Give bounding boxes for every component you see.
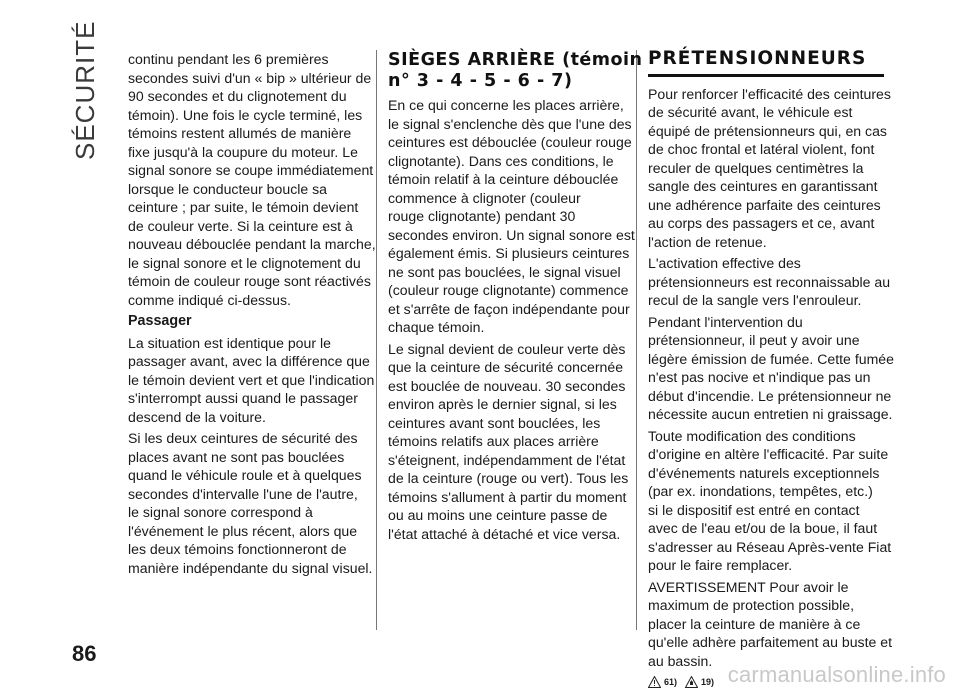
text-line: clignotante). Dans ces conditions, le (388, 152, 614, 169)
text-line: ceintures avant sont bouclées, les (388, 414, 601, 431)
page-number: 86 (72, 641, 97, 666)
text-line: manière indépendante du signal visuel. (128, 559, 373, 576)
text-line: avec de l'eau et/ou de la boue, il faut (648, 520, 878, 536)
text-line: En ce qui concerne les places arrière, (388, 97, 624, 113)
text-line: n'est pas nocive et n'indique pas un (648, 369, 871, 385)
paragraph (128, 334, 375, 427)
text-line: et s'arrête de façon indépendante pour (388, 300, 630, 317)
caution-reference[interactable] (685, 673, 714, 692)
text-line: le témoin devient vert et que l'indication (128, 371, 375, 388)
text-line: le signal sonore et le clignotement du (128, 254, 361, 271)
text-line: signal sonore se coupe immédiatement (128, 162, 374, 178)
section-heading-rear-seats (388, 50, 643, 92)
text-line: au bassin. (648, 652, 713, 669)
text-line: début d'incendie. Le prétensionneur ne (648, 387, 892, 404)
text-line: ceinture ; par suite, le témoin devient (128, 199, 359, 215)
text-line: recul de la sangle vers l'enrouleur. (648, 292, 862, 308)
text-line: d'événements naturels exceptionnels (648, 464, 880, 481)
text-line: SIÈGES ARRIÈRE (témoin (388, 50, 643, 70)
watermark: carmanualsonline.info (727, 662, 946, 687)
column-divider-1 (376, 50, 377, 630)
text-line: prétensionneur, il peut y avoir une (648, 332, 860, 348)
text-line: équipé de prétensionneurs qui, en cas (648, 122, 887, 139)
text-line: nécessite aucun entretien ni graissage. (648, 406, 893, 422)
reference-label: 19) (701, 677, 715, 687)
text-line: une adhérence parfaite des ceintures (648, 196, 881, 213)
text-line: secondes environ. Un signal sonore est (388, 226, 635, 243)
text-line: fixe jusqu'à la coupure du moteur. Le (128, 143, 358, 160)
text-line: chaque témoin. (388, 319, 485, 335)
text-line: que la ceinture de sécurité concernée (388, 359, 624, 375)
text-line: témoins relatifs aux places arrière (388, 433, 599, 449)
text-line: AVERTISSEMENT Pour avoir le (648, 578, 849, 595)
text-line: 90 secondes et du clignotement du (128, 88, 347, 104)
text-line: quand le véhicule roule et à quelques (128, 467, 362, 483)
text-line: légère émission de fumée. Cette fumée (648, 350, 894, 367)
text-line: est bouclée de nouveau. 30 secondes (388, 377, 626, 394)
text-line: Pendant l'intervention du (648, 313, 803, 330)
text-line: environ après le dernier signal, si les (388, 396, 617, 412)
paragraph (648, 85, 891, 252)
text-line: La situation est identique pour le (128, 334, 331, 351)
text-line: témoin). Une fois le cycle terminé, les (128, 106, 363, 123)
text-line: secondes suivi d'un « bip » ultérieur de (128, 69, 372, 86)
text-line: de sécurité avant, le véhicule est (648, 104, 853, 120)
text-line: n° 3 - 4 - 5 - 6 - 7) (388, 71, 573, 91)
text-line: au corps des passagers et ce, avant (648, 215, 875, 231)
text-column-3 (648, 48, 894, 692)
paragraph (128, 50, 376, 309)
subheading-passager: Passager (128, 313, 192, 329)
text-line: (couleur rouge clignotante) commence (388, 282, 629, 298)
paragraph (648, 254, 891, 310)
paragraph (388, 340, 629, 544)
reference-label: 61) (664, 677, 678, 687)
text-line: sangle des ceintures en garantissant (648, 178, 878, 194)
text-line: Si les deux ceintures de sécurité des (128, 430, 358, 446)
text-line: continu pendant les 6 premières (128, 51, 329, 67)
text-line: places avant ne sont pas bouclées (128, 448, 345, 465)
paragraph (128, 429, 373, 577)
text-line: descend de la voiture. (128, 408, 266, 425)
text-line: de la ceinture (rouge ou vert). Tous les (388, 470, 629, 486)
warning-triangle-icon (648, 676, 661, 688)
text-line: passager avant, avec la différence que (128, 353, 370, 369)
text-line: ceintures est débouclée (couleur rouge (388, 134, 632, 150)
text-line: placer la ceinture de manière à ce (648, 615, 861, 632)
text-line: ou au moins une ceinture passe de (388, 507, 608, 523)
text-line: témoins s'allument à partir du moment (388, 488, 627, 505)
text-line: pour le faire remplacer. (648, 557, 793, 573)
text-line: qu'elle adhère parfaitement au buste et (648, 634, 893, 650)
text-line: prétensionneurs est reconnaissable au (648, 273, 891, 290)
paragraph (648, 578, 893, 671)
text-line: L'activation effective des (648, 255, 801, 271)
text-line: l'action de retenue. (648, 233, 767, 250)
text-line: s'interrompt aussi quand le passager (128, 390, 358, 406)
text-column-2 (388, 50, 643, 546)
text-line: Toute modification des conditions (648, 427, 856, 444)
text-line: secondes d'intervalle l'une de l'autre, (128, 485, 358, 502)
text-line: ne sont pas bouclées, le signal visuel (388, 263, 621, 280)
text-line: s'éteignent, indépendamment de l'état (388, 451, 626, 468)
text-line: l'état attaché à détaché et vice versa. (388, 525, 621, 542)
text-line: le signal sonore correspond à (128, 504, 313, 520)
paragraph (648, 313, 894, 424)
text-line: maximum de protection possible, (648, 597, 855, 613)
paragraph (388, 96, 635, 337)
text-line: les deux témoins fonctionneront de (128, 541, 347, 557)
column-divider-2 (636, 50, 637, 630)
text-line: nouveau débouclée pendant la marche, (128, 236, 376, 252)
caution-hand-icon (685, 676, 698, 688)
text-line: l'événement le plus récent, alors que (128, 522, 358, 539)
paragraph (648, 427, 892, 575)
text-line: comme indiqué ci-dessus. (128, 291, 291, 308)
warning-reference[interactable] (648, 673, 677, 692)
text-line: également émis. Si plusieurs ceintures (388, 245, 630, 261)
text-line: témoin de couleur rouge sont réactivés (128, 273, 371, 289)
text-line: reculer de quelques centimètres la (648, 159, 864, 176)
text-line: le signal s'enclenche dès que l'une des (388, 115, 632, 132)
text-line: Pour renforcer l'efficacité des ceintures (648, 85, 891, 102)
text-line: (par ex. inondations, tempêtes, etc.) (648, 483, 873, 499)
section-title-vertical: SÉCURITÉ (70, 20, 100, 160)
text-line: Le signal devient de couleur verte dès (388, 340, 626, 357)
text-column-1 (128, 50, 376, 580)
text-line: témoin relatif à la ceinture débouclée (388, 171, 619, 187)
text-line: témoins restent allumés de manière (128, 125, 352, 141)
text-line: s'adresser au Réseau Après-vente Fiat (648, 538, 892, 555)
text-line: de choc frontal et latéral violent, font (648, 141, 875, 157)
section-heading-pretensioners: PRÉTENSIONNEURS (648, 50, 884, 77)
text-line: lorsque le conducteur boucle sa (128, 180, 328, 197)
text-line: commence à clignoter (couleur (388, 189, 581, 206)
text-line: de couleur verte. Si la ceinture est à (128, 217, 353, 234)
text-line: si le dispositif est entré en contact (648, 501, 860, 518)
text-line: d'origine en altère l'efficacité. Par suite (648, 446, 889, 462)
text-line: rouge clignotante) pendant 30 (388, 208, 576, 224)
